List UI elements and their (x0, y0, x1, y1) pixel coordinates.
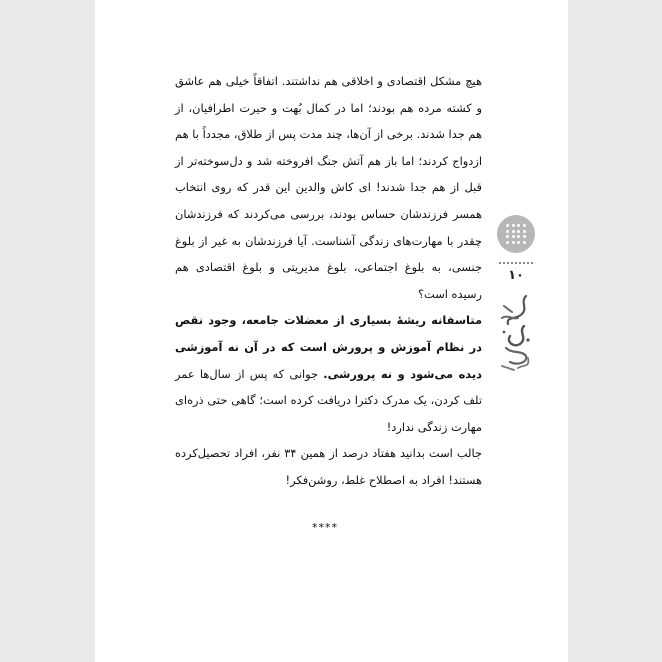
dot-grid-icon (506, 224, 526, 244)
paragraph-2 (175, 307, 482, 440)
paragraph-2-text: جوانی که پس از سال‌ها عمر تلف کردن، یک مدرک دکترا دریافت کرده است؛ گاهی حتی ذره‌ای مهارت زندگی ندارد! (175, 366, 482, 434)
dotted-divider (499, 262, 533, 264)
chapter-badge-icon (497, 215, 535, 253)
paragraph-1-text: هیچ مشکل اقتصادی و اخلاقی هم نداشتند. اتفاقاً خیلی هم عاشق و کشته مرده هم بودند؛ اما در کمال بُهت و حیرت اطرافیان، از هم جدا شدند. برخی از آن‌ها، چند مدت پس از طلاق، مجدداً با هم ازدواج کردند؛ اما باز هم آتش جنگ افروخته شد و دل‌سوخته‌تر از قبل از هم جدا شدند! ای کاش والدین این قدر که روی انتخاب همسر فرزندشان حساس بودند، بررسی می‌کردند که فرزندشان چقدر با مهارت‌های زندگی آشناست. آیا فرزندشان به غیر از بلوغ جنسی، به بلوغ اجتماعی، بلوغ مدیریتی و بلوغ اقتصادی هم رسیده است؟ (175, 74, 482, 301)
calligraphy-logo-icon (498, 292, 534, 372)
section-separator: **** (312, 521, 338, 534)
page-number: ۱۰ (508, 268, 524, 283)
paragraph-1 (175, 68, 482, 307)
paragraph-3-text: جالب است بدانید هفتاد درصد از همین ۳۴ نفر، افراد تحصیل‌کرده هستند! افراد به اصطلاح غلط، روشن‌فکر! (175, 446, 482, 487)
paragraph-2-bold: متاسفانه ریشهٔ بسیاری از معضلات جامعه، وجود نقص در نظام آموزش و پرورش است که در آن نه آموزشی دیده می‌شود و نه پرورشی. (175, 313, 482, 381)
paragraph-3 (175, 440, 482, 493)
body-text (175, 68, 482, 494)
